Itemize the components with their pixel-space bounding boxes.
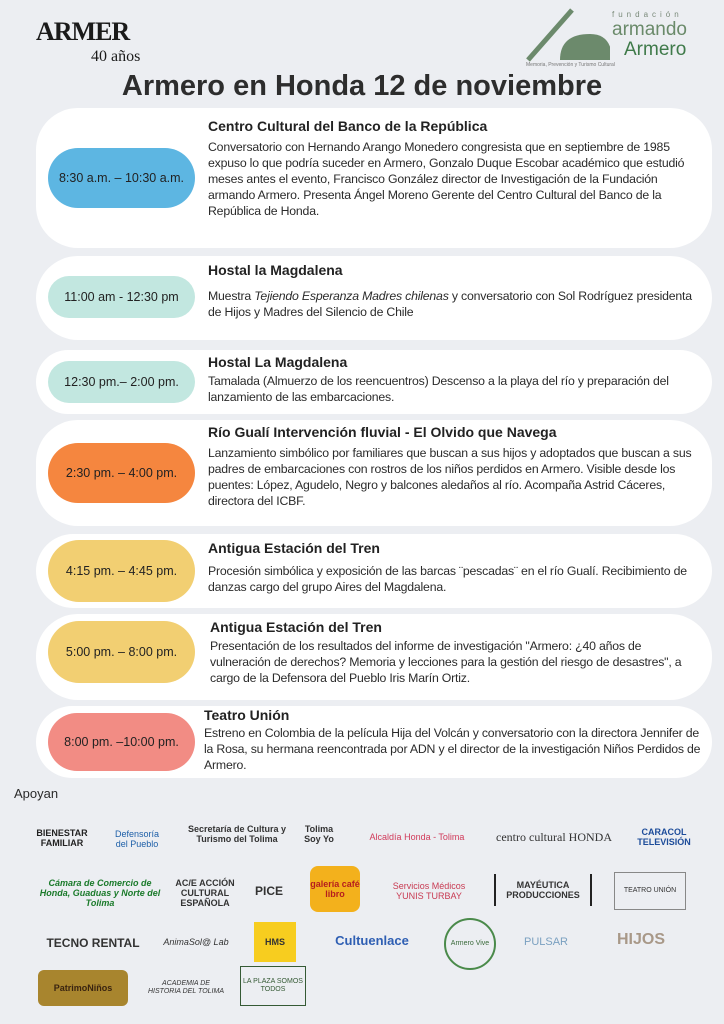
event-description: Presentación de los resultados del informe de investigación "Armero: ¿40 años de vulneración de derechos? Memoria y lecciones para la gestión del riesgo de desastres", a cargo de la Defensora del Pueblo Iris Marín Ortiz. [210,639,682,685]
logo-secretaria-cultura: Secretaría de Cultura y Turismo del Tolima [187,824,287,844]
logo-cultuenlace: Cultuenlace [335,933,409,948]
logo-teatro-union: TEATRO UNIÓN [614,872,686,910]
logo-caracol: CARACOL TELEVISIÓN [637,827,691,847]
time-pill: 4:15 pm. – 4:45 pm. [48,540,195,602]
event-description: Lanzamiento simbólico por familiares que buscan a sus hijos y adoptados que buscan a sus padres de embarcaciones con rostros de los niños perdidos en Armero. Visible desde los puentes: López, Agudelo, Negro y balcones aledaños al río. Acompaña Astrid Cáceres, directora del ICBF. [208,446,692,508]
logo-armero-vive: Armero Vive [444,918,496,970]
logo-hijos: HIJOS [616,930,665,948]
logo-tolima-soy-yo: Tolima Soy Yo [304,824,334,844]
logo-ace: AC/E ACCIÓN CULTURAL ESPAÑOLA [175,878,235,908]
fundacion-armando-armero-logo [520,8,690,68]
event-card [36,108,712,248]
logo-patrimoninos: PatrimoNiños [38,970,128,1006]
event-place: Hostal La Magdalena [208,354,348,370]
logo-la-plaza: LA PLAZA SOMOS TODOS [240,966,306,1006]
event-description: Conversatorio con Hernando Arango Monedero congresista que en septiembre de 1985 expuso lo que podría suceder en Armero, Gonzalo Duque Escobar académico que estudió meses antes el evento, Francisco González director de Investigación de la Fundación armando Armero. Presenta Ángel Moreno Gerente del Centro Cultural del Banco de la República de Honda. [208,140,685,218]
event-card [36,420,712,526]
sponsors-label: Apoyan [14,786,59,801]
time-pill: 2:30 pm. – 4:00 pm. [48,443,195,503]
logo-defensoria: Defensoría del Pueblo [114,829,160,849]
time-pill: 5:00 pm. – 8:00 pm. [48,621,195,683]
logo-bienestar-familiar: BIENESTAR FAMILIAR [36,828,88,848]
logo-line1: fundación [612,10,683,19]
logo-line2: armando [612,19,687,40]
arch-icon [520,8,610,62]
event-place: Hostal la Magdalena [208,262,343,278]
logo-tagline: Memoria, Prevención y Turismo Cultural [526,62,615,68]
armero-40-anos-logo [36,18,186,66]
event-place: Antigua Estación del Tren [210,619,382,635]
event-description: Tamalada (Almuerzo de los reencuentros) Descenso a la playa del río y preparación del lanzamiento de las embarcaciones. [208,374,669,404]
event-place: Teatro Unión [204,707,290,723]
logo-subtitle: 40 años [91,48,141,65]
page-title: Armero en Honda 12 de noviembre [121,70,603,102]
logo-centro-cultural-honda: centro cultural HONDA [496,829,612,844]
logo-alcaldia-honda: Alcaldía Honda - Tolima [369,832,465,842]
logo-tecno-rental: TECNO RENTAL [46,935,140,950]
logo-word: ARMER [36,17,130,46]
logo-line3: Armero [624,39,687,60]
time-pill: 12:30 pm.– 2:00 pm. [48,361,195,403]
time-pill: 8:30 a.m. – 10:30 a.m. [48,148,195,208]
event-description: Muestra Tejiendo Esperanza Madres chilenas y conversatorio con Sol Rodríguez presidenta de Hijos y Madres del Silencio de Chile [208,289,692,319]
event-card [36,534,712,608]
event-card [36,706,712,778]
event-place: Centro Cultural del Banco de la República [208,118,488,134]
logo-pice: PICE [254,883,283,898]
time-pill: 8:00 pm. –10:00 pm. [48,713,195,771]
logo-animasola-lab: AnimaSol@ Lab [163,937,229,947]
event-description: Estreno en Colombia de la película Hija del Volcán y conversatorio con la directora Jennifer de la Rosa, su hermana reencontrada por ADN y el director de la investigación Niños Perdidos de Armero. [204,726,701,772]
event-card [36,256,712,340]
logo-hms: HMS [254,922,296,962]
event-description: Procesión simbólica y exposición de las barcas ¨pescadas¨ en el río Gualí. Recibimiento de danzas cargo del grupo Aires del Magdalena. [208,564,687,594]
logo-yunis-turbay: Servicios Médicos YUNIS TURBAY [392,881,466,901]
event-place: Antigua Estación del Tren [208,540,380,556]
event-card [36,614,712,700]
time-pill: 11:00 am - 12:30 pm [48,276,195,318]
logo-pulsar: PULSAR [523,936,569,948]
event-place: Río Gualí Intervención fluvial - El Olvido que Navega [208,424,557,440]
logo-mayeutica: MAYÉUTICA PRODUCCIONES [494,874,592,906]
logo-academia-historia-tolima: ACADEMIA DE HISTORIA DEL TOLIMA [148,980,224,995]
logo-camara-comercio: Cámara de Comercio de Honda, Guaduas y Norte del Tolima [39,878,161,908]
logo-galeria-cafe-libro: galería café libro [310,866,360,912]
event-card [36,350,712,414]
